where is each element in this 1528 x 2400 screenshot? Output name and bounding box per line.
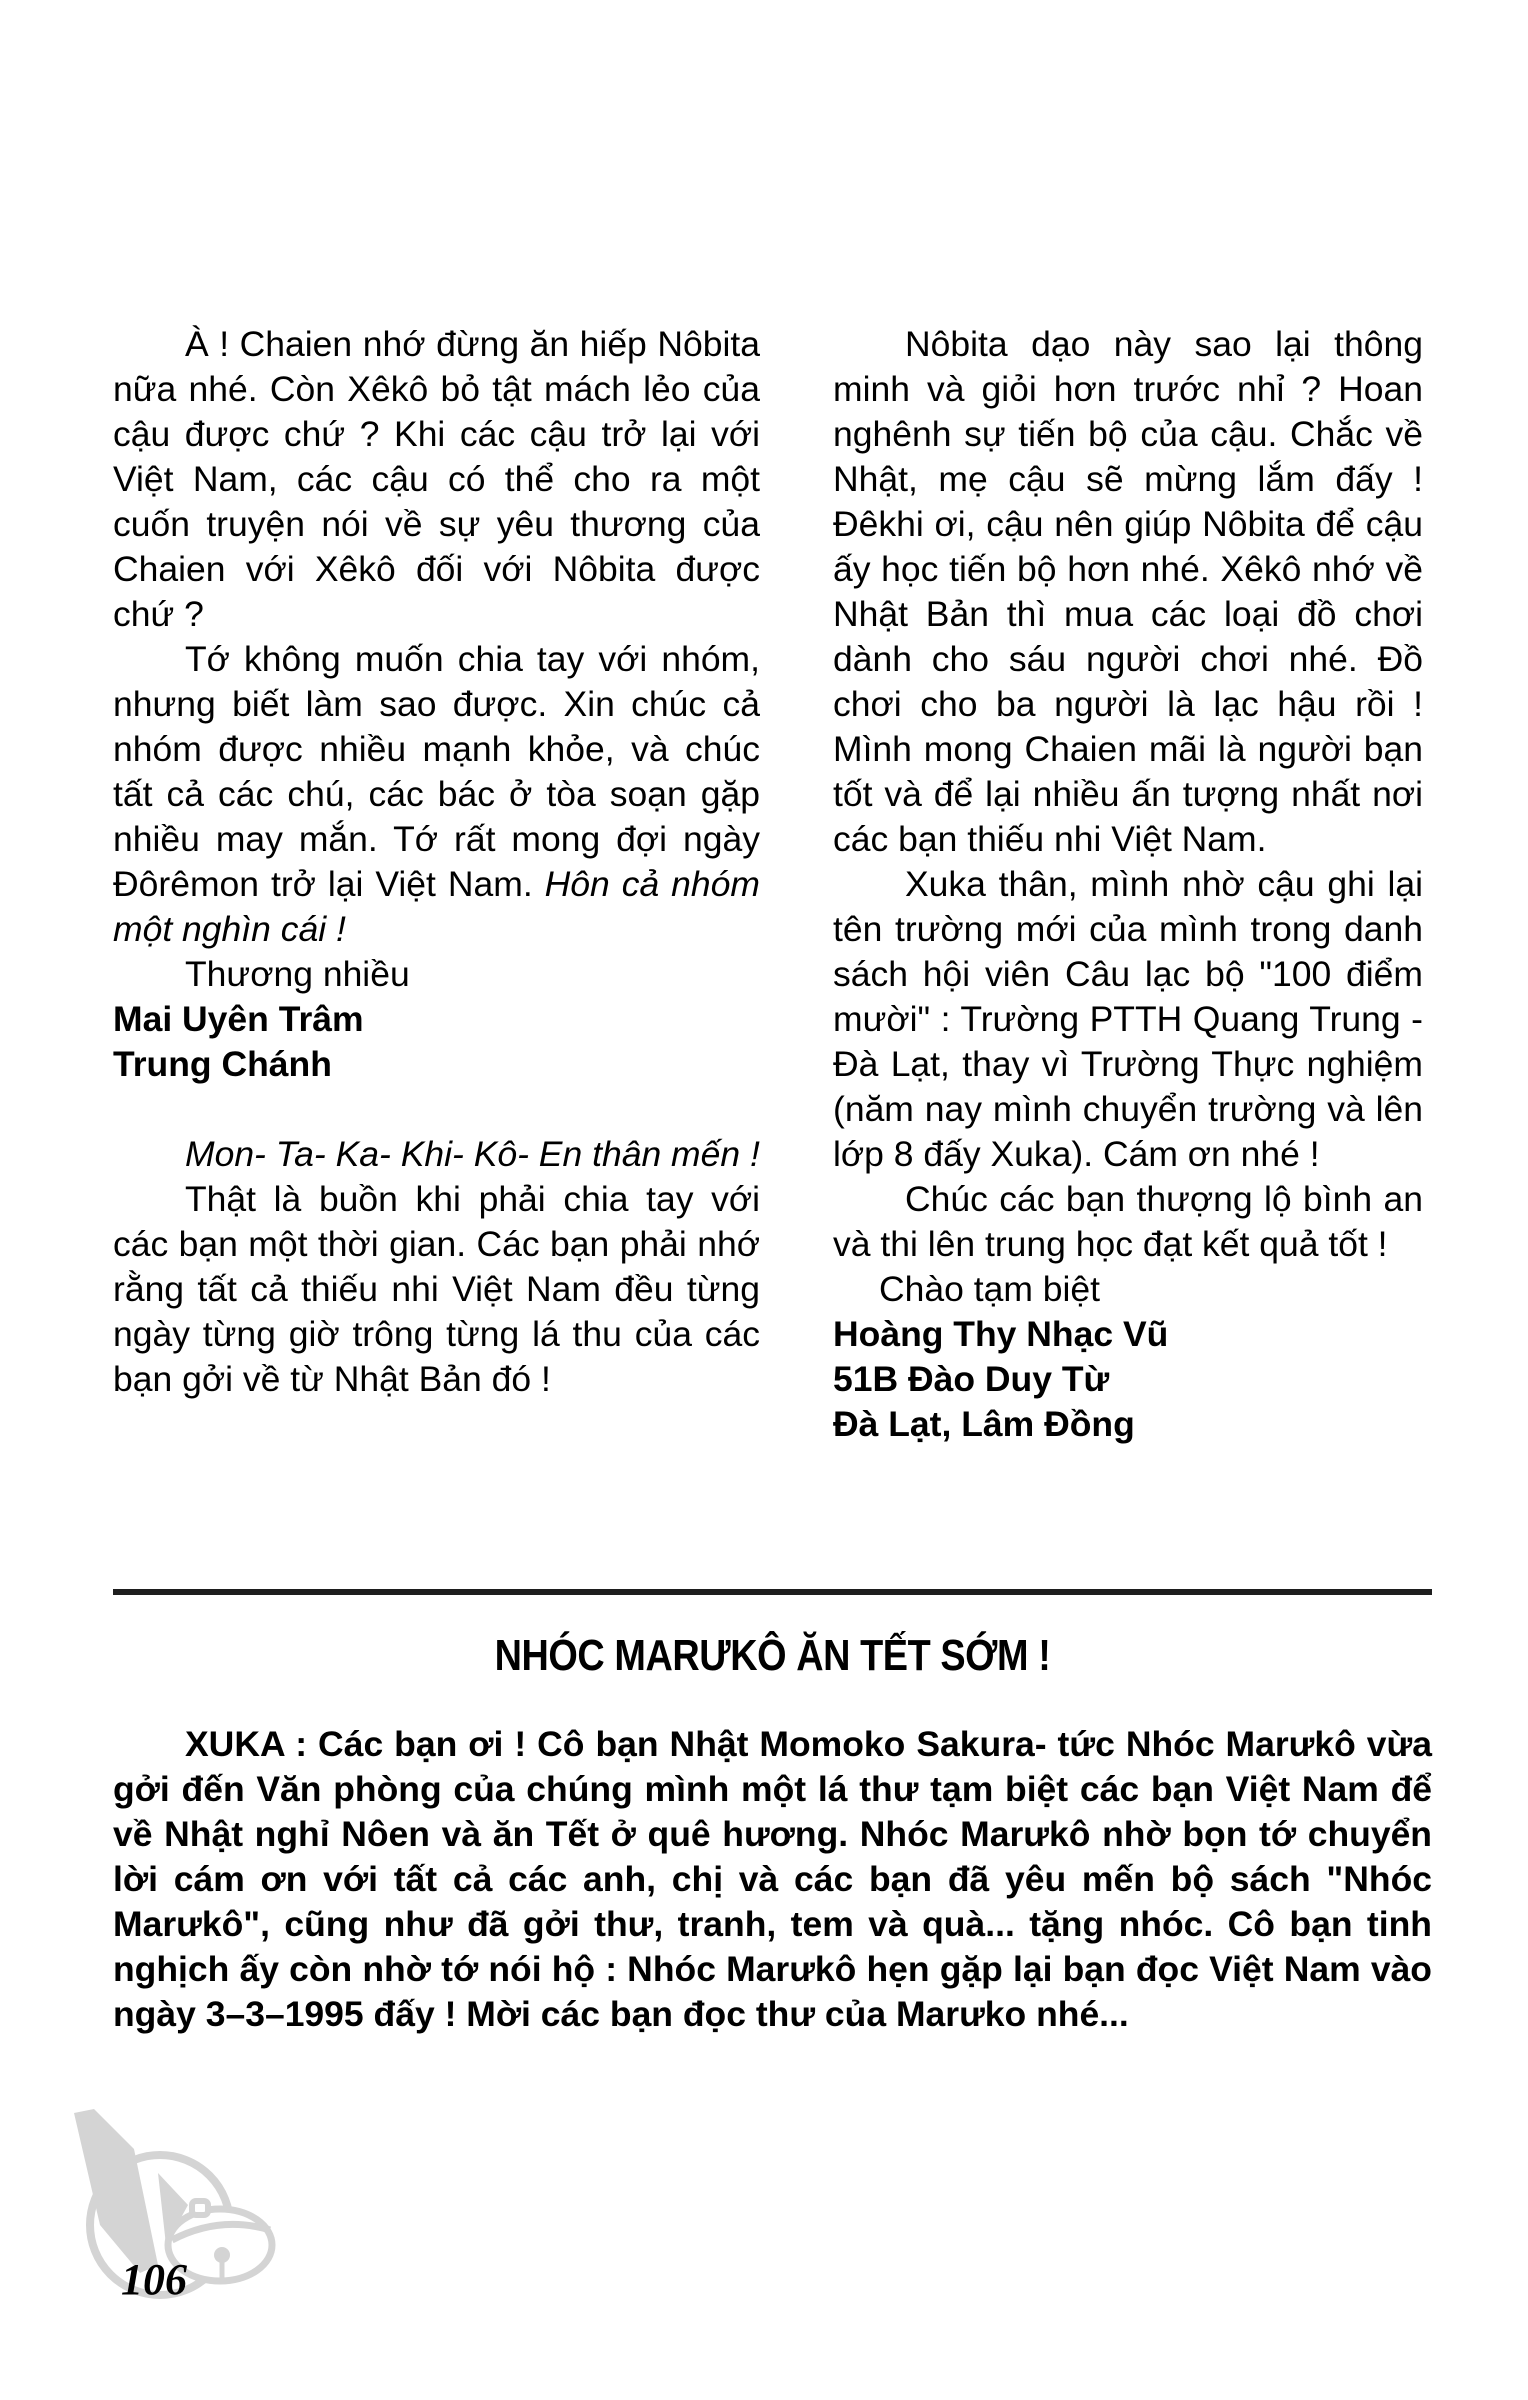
- letter-paragraph: Nôbita dạo này sao lại thông minh và giỏi hơn trước nhỉ ? Hoan nghênh sự tiến bộ của cậu. Chắc về Nhật, mẹ cậu sẽ mừng lắm đấy ! Đêkhi ơi, cậu nên giúp Nôbita để cậu ấy học tiến bộ hơn nhé. Xêkô nhớ về Nhật Bản thì mua các loại đồ chơi dành cho sáu người chơi nhé. Đồ chơi cho ba người là lạc hậu rồi ! Mình mong Chaien mãi là người bạn tốt và để lại nhiều ấn tượng nhất nơi các bạn thiếu nhi Việt Nam.: [833, 324, 1423, 859]
- intro-paragraph: XUKA : Các bạn ơi ! Cô bạn Nhật Momoko Sakura- tức Nhóc Marưkô vừa gởi đến Văn phòng của chúng mình một lá thư tạm biệt các bạn Việt Nam để về Nhật nghỉ Nôen và ăn Tết ở quê hương. Nhóc Marưkô nhờ bọn tớ chuyển lời cám ơn với tất cả các anh, chị và các bạn đã yêu mến bộ sách "Nhóc Marưkô", cũng như đã gởi thư, tranh, tem và quà... tặng nhóc. Cô bạn tinh nghịch ấy còn nhờ tớ nói hộ : Nhóc Marưkô hẹn gặp lại bạn đọc Việt Nam vào ngày 3–3–1995 đấy ! Mời các bạn đọc thư của Marưko nhé...: [113, 1724, 1432, 2034]
- page-number: 106: [121, 2255, 187, 2304]
- spacer: [113, 1087, 760, 1132]
- letter-paragraph: Xuka thân, mình nhờ cậu ghi lại tên trường mới của mình trong danh sách hội viên Câu lạc bộ "100 điểm mười" : Trường PTTH Quang Trung - Đà Lạt, thay vì Trường Thực nghiệm (năm nay mình chuyển trường và lên lớp 8 đấy Xuka). Cám ơn nhé !: [833, 864, 1423, 1174]
- signature-location: Đà Lạt, Lâm Đồng: [833, 1404, 1135, 1444]
- signature-name: Hoàng Thy Nhạc Vũ: [833, 1314, 1169, 1354]
- section-intro: [113, 1722, 1432, 2037]
- letter-closing: Thương nhiều: [185, 954, 410, 994]
- letter-paragraph: Chúc các bạn thượng lộ bình an và thi lên trung học đạt kết quả tốt !: [833, 1179, 1423, 1264]
- signature-address: 51B Đào Duy Từ: [833, 1359, 1110, 1399]
- logo-pennant-large: [74, 2109, 158, 2273]
- right-column: [833, 322, 1423, 1447]
- left-column: [113, 322, 760, 1402]
- section-divider: [113, 1589, 1432, 1595]
- paragraph-text: Tớ không muốn chia tay với nhóm, nhưng biết làm sao được. Xin chúc cả nhóm được nhiều mạnh khỏe, và chúc tất cả các chú, các bác ở tòa soạn gặp nhiều may mắn. Tớ rất mong đợi ngày Đôrêmon trở lại Việt Nam.: [113, 639, 760, 904]
- signature-location: Trung Chánh: [113, 1044, 332, 1084]
- letter-paragraph: [113, 637, 760, 952]
- letter-closing: Chào tạm biệt: [879, 1269, 1101, 1309]
- paragraph-italic-text: Hôn cả nhóm một nghìn cái !: [113, 864, 760, 949]
- signature-name: Mai Uyên Trâm: [113, 999, 364, 1039]
- letter-paragraph: Thật là buồn khi phải chia tay với các bạn một thời gian. Các bạn phải nhớ rằng tất cả thiếu nhi Việt Nam đều từng ngày từng giờ trông từng lá thu của các bạn gởi về từ Nhật Bản đó !: [113, 1179, 760, 1399]
- letter-paragraph: À ! Chaien nhớ đừng ăn hiếp Nôbita nữa nhé. Còn Xêkô bỏ tật mách lẻo của cậu được chứ ? Khi các cậu trở lại với Việt Nam, các cậu có thể cho ra một cuốn truyện nói về sự yêu thương của Chaien với Xêkô đối với Nôbita được chứ ?: [113, 324, 760, 634]
- letter-salutation: Mon- Ta- Ka- Khi- Kô- En thân mến !: [185, 1134, 760, 1174]
- section-title: NHÓC MARƯKÔ ĂN TẾT SỚM !: [494, 1631, 1051, 1680]
